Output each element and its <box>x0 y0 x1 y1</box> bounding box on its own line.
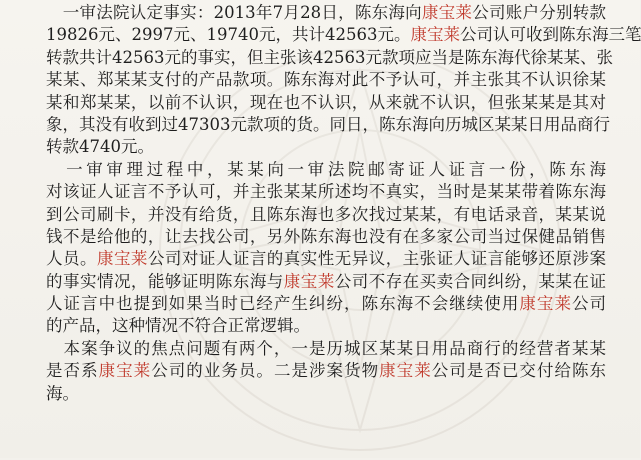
text-line <box>46 159 606 181</box>
text-segment: 公司对证人证言的真实性无异议，主张证人证言能够还原涉案 <box>147 249 606 269</box>
highlighted-term: 康宝莱 <box>98 361 152 381</box>
text-segment: 人证言中也提到如果当时已经产生纠纷，陈东海不会继续使用 <box>46 294 520 314</box>
text-segment: 的事实情况，能够证明陈东海与 <box>46 271 284 291</box>
text-segment: 公司是否已交付给陈东 <box>431 361 607 381</box>
text-segment: 转款共计42563元的事实，但主张该42563元款项应当是陈东海代徐某某、张 <box>46 47 613 67</box>
text-line <box>46 204 606 226</box>
text-segment: 的产品，这种情况不符合正常逻辑。 <box>46 316 310 336</box>
text-segment: 某某、郑某某支付的产品款项。陈东海对此不予认可，并主张其不认识徐某 <box>46 70 606 90</box>
judgment-text <box>46 2 641 405</box>
text-segment: 对该证人证言不予认可，并主张某某所述均不真实，当时是某某带着陈东海 <box>46 182 606 202</box>
text-line <box>46 69 606 91</box>
text-segment: 到公司刷卡，并没有给货，且陈东海也多次找过某某，有电话录音，某某说 <box>46 204 606 224</box>
text-line <box>46 24 641 46</box>
text-line <box>46 181 606 203</box>
text-line <box>46 226 606 248</box>
text-segment: 某和郑某某，以前不认识，现在也不认识，从来就不认识，但张某某是其对 <box>46 92 606 112</box>
text-segment: 钱不是给他的，让去找公司，另外陈东海也没有在多家公司当过保健品销售 <box>46 226 606 246</box>
text-line <box>46 136 606 158</box>
text-segment: 公司不存在买卖合同纠纷，某某在证 <box>334 271 606 291</box>
text-line <box>46 315 606 337</box>
text-segment: 是否系 <box>46 361 99 381</box>
highlighted-term: 康宝莱 <box>96 249 148 269</box>
highlighted-term: 康宝莱 <box>283 271 335 291</box>
text-segment: 公司 <box>571 294 607 314</box>
text-segment: 公司的业务员。二是涉案货物 <box>151 361 380 381</box>
text-segment: 人员。 <box>46 249 97 269</box>
text-segment: 一审法院认定事实：2013年7月28日，陈东海向 <box>46 3 422 22</box>
text-segment: 一审审理过程中，某某向一审法院邮寄证人证言一份，陈东海 <box>46 159 606 179</box>
text-segment: 公司认可收到陈东海三笔 <box>459 25 641 45</box>
text-line <box>46 2 606 24</box>
text-segment: 象，其没有收到过47303元款项的货。同日，陈东海向历城区某某日用品商行 <box>46 114 610 134</box>
text-line <box>46 92 606 114</box>
text-line <box>46 293 606 315</box>
text-segment: 本案争议的焦点问题有两个，一是历城区某某日用品商行的经营者某某 <box>46 338 606 358</box>
text-line <box>46 383 606 405</box>
text-line <box>46 248 606 270</box>
highlighted-term: 康宝莱 <box>421 3 473 22</box>
text-segment: 转款4740元。 <box>46 137 154 157</box>
text-segment: 19826元、2997元、19740元，共计42563元。 <box>46 25 411 45</box>
text-line <box>46 47 613 69</box>
text-line <box>46 360 606 382</box>
text-line <box>46 271 606 293</box>
text-line <box>46 114 610 136</box>
highlighted-term: 康宝莱 <box>519 294 572 314</box>
text-line <box>46 338 606 360</box>
text-segment: 海。 <box>46 383 79 403</box>
text-segment: 公司账户分别转款 <box>472 3 606 22</box>
highlighted-term: 康宝莱 <box>410 25 460 45</box>
highlighted-term: 康宝莱 <box>379 361 432 381</box>
